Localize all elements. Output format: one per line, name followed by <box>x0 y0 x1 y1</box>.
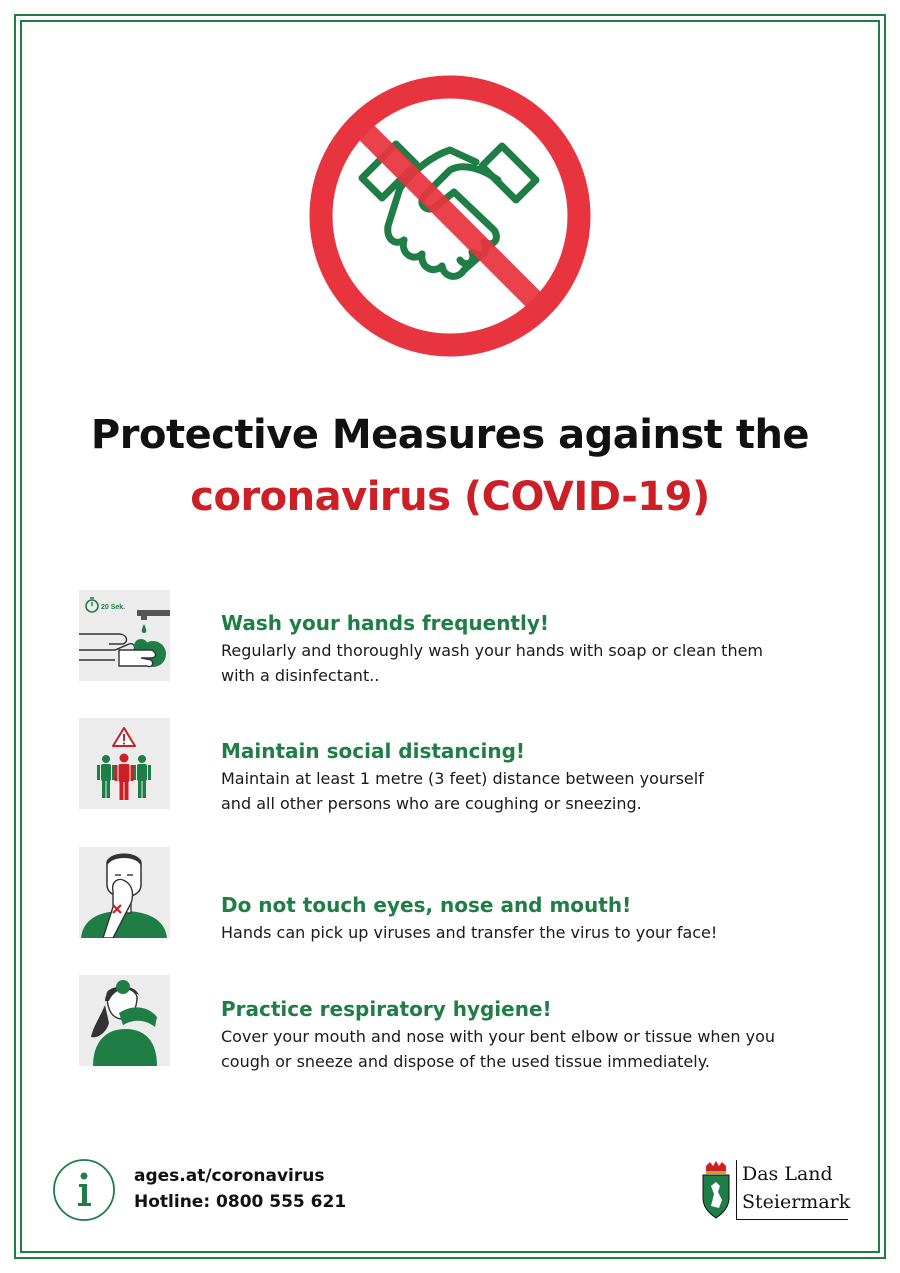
item-heading: Maintain social distancing! <box>221 739 526 763</box>
item-body-line: Hands can pick up viruses and transfer the virus to your face! <box>221 923 718 942</box>
item-body-line: and all other persons who are coughing or sneezing. <box>221 794 642 813</box>
hand-washing-icon <box>79 590 170 681</box>
item-respiratory-hygiene <box>221 996 821 1074</box>
hotline-text: Hotline: 0800 555 621 <box>134 1192 347 1212</box>
social-distancing-icon <box>79 718 170 809</box>
item-social-distancing <box>221 738 821 816</box>
cough-elbow-icon <box>79 975 170 1066</box>
footer-contact <box>134 1163 346 1215</box>
item-body-line: Maintain at least 1 metre (3 feet) distance between yourself <box>221 769 704 788</box>
logo-line2: Steiermark <box>742 1191 851 1213</box>
no-face-touch-icon <box>79 847 170 938</box>
item-no-face-touch <box>221 892 821 945</box>
coat-of-arms-icon <box>700 1160 732 1220</box>
info-icon <box>52 1158 116 1222</box>
website-link[interactable]: ages.at/coronavirus <box>134 1166 325 1186</box>
item-body-line: with a disinfectant.. <box>221 666 380 685</box>
steiermark-logo <box>700 1160 851 1220</box>
page-title-line1: Protective Measures against the <box>90 412 810 458</box>
item-heading: Practice respiratory hygiene! <box>221 997 552 1021</box>
page-title-line2: coronavirus (COVID-19) <box>190 474 710 520</box>
logo-text <box>736 1160 851 1220</box>
item-heading: Wash your hands frequently! <box>221 611 550 635</box>
item-body-line: cough or sneeze and dispose of the used tissue immediately. <box>221 1052 710 1071</box>
item-wash-hands <box>221 610 821 688</box>
logo-line1: Das Land <box>742 1163 833 1185</box>
item-heading: Do not touch eyes, nose and mouth! <box>221 893 632 917</box>
item-body-line: Regularly and thoroughly wash your hands with soap or clean them <box>221 641 764 660</box>
timer-label: 20 Sek. <box>101 604 126 611</box>
no-handshake-icon <box>304 70 596 362</box>
item-body-line: Cover your mouth and nose with your bent elbow or tissue when you <box>221 1027 776 1046</box>
